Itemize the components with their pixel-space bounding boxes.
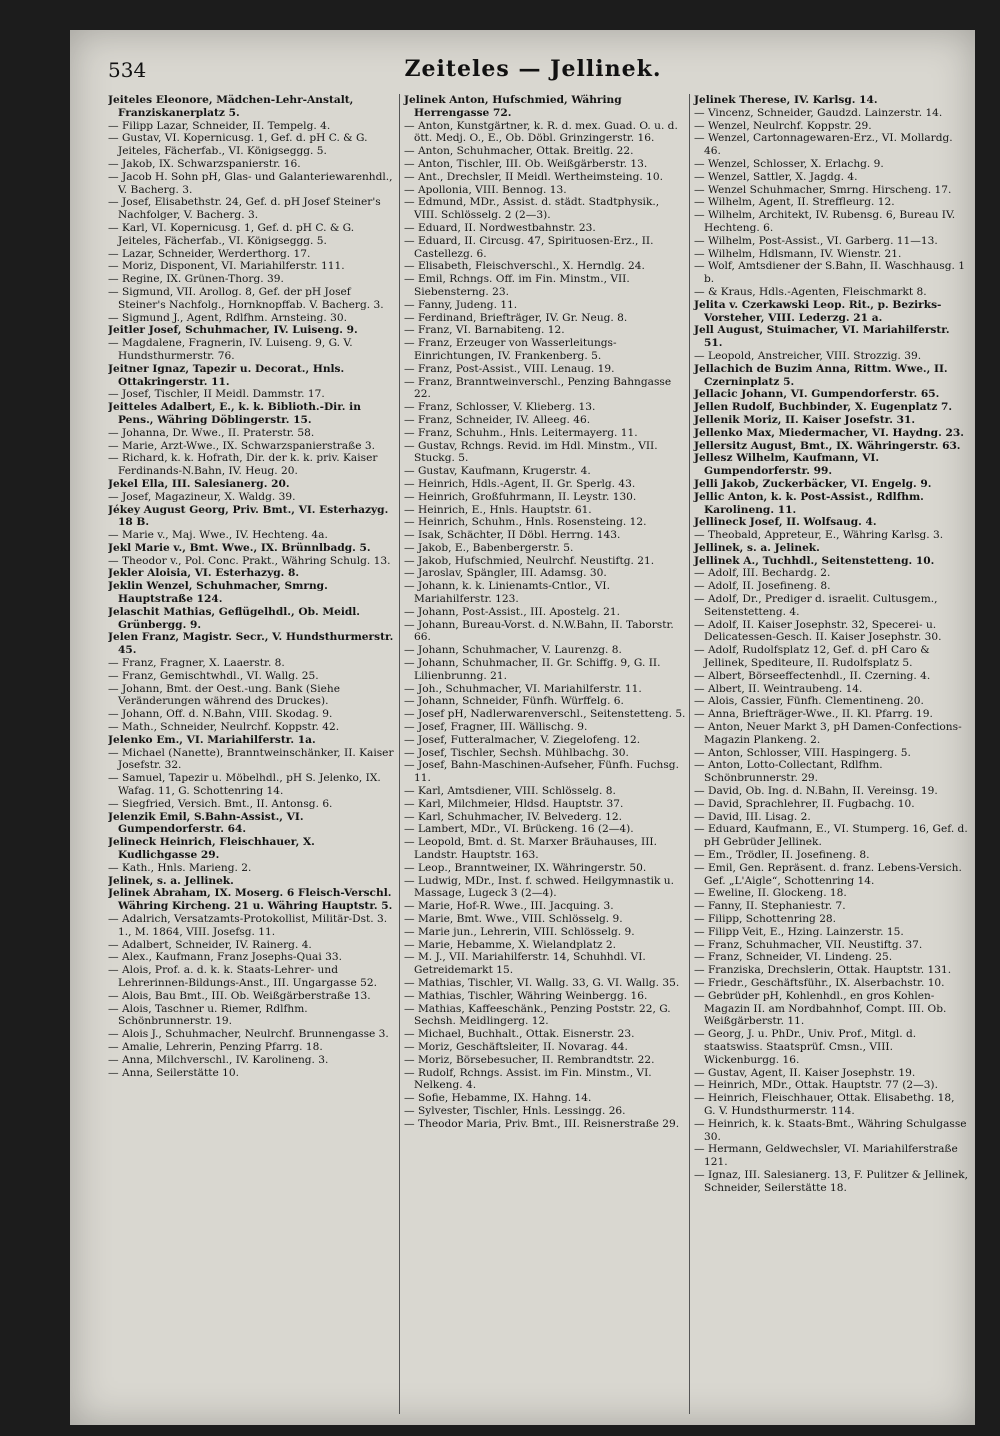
directory-entry: — Jaroslav, Spängler, III. Adamsg. 30. — [404, 567, 607, 580]
directory-entry: — Josef, Futteralmacher, V. Ziegelofeng. 12. — [404, 733, 641, 746]
directory-entry: — Kath., Hnls. Marieng. 2. — [108, 861, 252, 874]
directory-entry: Jelinek Abraham, IX. Moserg. 6 Fleisch-Verschl. Währing Kircheng. 21 u. Währing Hauptstr. 5. — [108, 887, 393, 913]
directory-entry: — Leopold, Anstreicher, VIII. Strozzig. 39. — [694, 349, 922, 362]
directory-entry: — Johann, Bureau-Vorst. d. N.W.Bahn, II. Taborstr. 66. — [404, 618, 674, 644]
directory-entry: — Franz, Schuhmacher, VII. Neustiftg. 37. — [694, 938, 923, 951]
directory-entry: — Josef, Tischler, II Meidl. Dammstr. 17. — [108, 388, 325, 401]
directory-page — [70, 30, 975, 1425]
directory-entry: Jelita v. Czerkawski Leop. Rit., p. Bezirks-Vorsteher, VIII. Lederzg. 21 a. — [694, 298, 942, 324]
directory-entry: — Josef pH, Nadlerwarenverschl., Seitenstetteng. 5. — [404, 708, 686, 721]
directory-entry: Jellic Anton, k. k. Post-Assist., Rdlfhm. Karolineng. 11. — [694, 490, 924, 516]
directory-entry: — Adolf, Rudolfsplatz 12, Gef. d. pH Caro & Jellinek, Spediteure, II. Rudolfsplatz 5. — [694, 644, 930, 670]
directory-entry: — Sigmund J., Agent, Rdlfhm. Arnsteing. 30. — [108, 311, 348, 324]
running-head: Zeiteles — Jellinek. — [404, 56, 662, 82]
directory-entry: — Isak, Schächter, II Döbl. Herrng. 143. — [404, 529, 621, 542]
directory-entry: — Amalie, Lehrerin, Penzing Pfarrg. 18. — [108, 1040, 323, 1053]
directory-entry: Jellachich de Buzim Anna, Rittm. Wwe., II. Czerninplatz 5. — [694, 362, 948, 388]
column-middle — [399, 94, 686, 1414]
directory-entry: — Anna, Seilerstätte 10. — [108, 1066, 239, 1079]
directory-entry: — Lambert, MDr., VI. Brückeng. 16 (2—4). — [404, 823, 634, 836]
directory-entry: — Johann, k. k. Linienamts-Cntlor., VI. Mariahilferstr. 123. — [404, 580, 610, 606]
directory-entry: Jellacic Johann, VI. Gumpendorferstr. 65. — [694, 388, 940, 401]
directory-entry: — Sofie, Hebamme, IX. Hahng. 14. — [404, 1092, 592, 1105]
directory-entry: — Heinrich, Schuhm., Hnls. Rosensteing. 12. — [404, 516, 647, 529]
directory-entry: — Marie, Bmt. Wwe., VIII. Schlösselg. 9. — [404, 913, 623, 925]
directory-entry: — Albert, II. Weintraubeng. 14. — [694, 682, 863, 695]
directory-entry: — Johann, Schneider, Fünfh. Würffelg. 6. — [404, 695, 624, 708]
directory-entry: — Karl, Schuhmacher, IV. Belvederg. 12. — [404, 810, 622, 823]
directory-entry: — Siegfried, Versich. Bmt., II. Antonsg. 6. — [108, 797, 333, 810]
directory-entry: — Gebrüder pH, Kohlenhdl., en gros Kohlen-Magazin II. am Nordbahnhof, Compt. III. Ob. Weißgärberstr. 11. — [694, 989, 947, 1028]
directory-entry: — Josef, Fragner, III. Wällischg. 9. — [404, 721, 588, 734]
directory-entry: — Marie jun., Lehrerin, VIII. Schlösselg. 9. — [404, 925, 635, 938]
directory-entry: — Moriz, Disponent, VI. Mariahilferstr. 111. — [108, 260, 345, 273]
directory-entry: — Marie, Hebamme, X. Wielandplatz 2. — [404, 938, 617, 951]
directory-entry: — Mathias, Tischler, VI. Wallg. 33, G. VI. Wallg. 35. — [404, 976, 680, 989]
directory-entry: — Johann, Bmt. der Oest.-ung. Bank (Siehe Veränderungen während des Druckes). — [108, 682, 341, 708]
directory-entry: Jellesz Wilhelm, Kaufmann, VI. Gumpendorferstr. 99. — [694, 452, 880, 478]
directory-entry: — Heinrich, Fleischhauer, Ottak. Elisabethg. 18, G. V. Hundsthurmerstr. 114. — [694, 1092, 955, 1117]
directory-entry: — Theodor Maria, Priv. Bmt., III. Reisnerstraße 29. — [404, 1117, 680, 1130]
directory-entry: Jell August, Stuimacher, VI. Mariahilferstr. 51. — [694, 324, 950, 350]
directory-entry: Jelaschit Mathias, Geflügelhdl., Ob. Meidl. Grünbergg. 9. — [108, 605, 360, 631]
directory-entry: Jelenko Em., VI. Mariahilferstr. 1a. — [108, 733, 316, 746]
directory-entry: — Alois J., Schuhmacher, Neulrchf. Brunnengasse 3. — [108, 1028, 389, 1041]
directory-entry: — Adolf, III. Bechardg. 2. — [694, 567, 831, 580]
directory-entry: — Alois, Bau Bmt., III. Ob. Weißgärberstraße 13. — [108, 989, 371, 1002]
directory-entry: Jellinek A., Tuchhdl., Seitenstetteng. 10. — [694, 554, 935, 567]
directory-entry: — Leopold, Bmt. d. St. Marxer Bräuhauses, III. Landstr. Hauptstr. 163. — [404, 836, 657, 862]
directory-entry: — Gustav, VI. Kopernicusg. 1, Gef. d. pH C. & G. Jeiteles, Fächerfab., VI. Königseggg. 5. — [108, 132, 368, 158]
directory-entry: — Apollonia, VIII. Bennog. 13. — [404, 183, 567, 196]
directory-entry: — Franz, Schneider, IV. Alleeg. 46. — [404, 413, 591, 426]
directory-entry: — Wilhelm, Hdlsmann, IV. Wienstr. 21. — [694, 247, 902, 260]
directory-entry: — Mathias, Tischler, Währing Weinbergg. 16. — [404, 989, 648, 1002]
directory-entry: — Ignaz, III. Salesianerg. 13, F. Pulitzer & Jellinek, Schneider, Seilerstätte 18. — [694, 1168, 968, 1194]
directory-entry: — Adalrich, Versatzamts-Protokollist, Militär-Dst. 3. 1., M. 1864, VIII. Josefsg. 11. — [108, 913, 388, 938]
directory-entry: Jellineck Josef, II. Wolfsaug. 4. — [694, 516, 877, 529]
directory-entry: Jellinek, s. a. Jelinek. — [694, 541, 820, 554]
directory-entry: — Emil, Rchngs. Off. im Fin. Minstm., VII. Siebensterng. 23. — [404, 273, 630, 298]
directory-entry: — Franz, Schneider, VI. Lindeng. 25. — [694, 951, 893, 964]
directory-entry: — Fanny, Judeng. 11. — [404, 298, 518, 311]
directory-entry: — Gustav, Agent, II. Kaiser Josephstr. 19. — [694, 1066, 916, 1079]
directory-entry: — Josef, Magazineur, X. Waldg. 39. — [108, 490, 296, 503]
directory-entry: — Gustav, Rchngs. Revid. im Hdl. Minstm., VII. Stuckg. 5. — [404, 439, 658, 465]
directory-entry: — Alois, Taschner u. Riemer, Rdlfhm. Schönbrunnerstr. 19. — [108, 1002, 308, 1028]
directory-entry: — Franz, Post-Assist., VIII. Lenaug. 19. — [404, 362, 615, 375]
directory-entry: Jeitler Josef, Schuhmacher, IV. Luiseng. 9. — [108, 324, 358, 337]
directory-entry: — Johanna, Dr. Wwe., II. Praterstr. 58. — [108, 426, 315, 439]
directory-entry: — Vincenz, Schneider, Gaudzd. Lainzerstr. 14. — [694, 106, 943, 119]
directory-entry: — Michael (Nanette), Branntweinschänker, II. Kaiser Josefstr. 32. — [108, 746, 394, 772]
directory-entry: Jelinek Therese, IV. Karlsg. 14. — [694, 94, 878, 106]
directory-entry: — Samuel, Tapezir u. Möbelhdl., pH S. Jelenko, IX. Wafag. 11, G. Schottenring 14. — [108, 772, 381, 798]
directory-entry: — Heinrich, MDr., Ottak. Hauptstr. 77 (2—3). — [694, 1079, 938, 1092]
directory-entry: — Wilhelm, Post-Assist., VI. Garberg. 11—13. — [694, 234, 938, 247]
directory-entry: — Franz, Gemischtwhdl., VI. Wallg. 25. — [108, 669, 319, 682]
directory-entry: — Karl, Amtsdiener, VIII. Schlösselg. 8. — [404, 785, 616, 798]
directory-entry: Jelen Franz, Magistr. Secr., V. Hundsthurmerstr. 45. — [108, 631, 394, 657]
directory-entry: — Wenzel Schuhmacher, Smrng. Hirscheng. 17. — [694, 183, 952, 196]
directory-entry: — Josef, Tischler, Sechsh. Mühlbachg. 30. — [404, 746, 629, 759]
directory-entry: Jeitner Ignaz, Tapezir u. Decorat., Hnls. Ottakringerstr. 11. — [108, 362, 345, 388]
directory-entry: Jeiteles Eleonore, Mädchen-Lehr-Anstalt, Franziskanerplatz 5. — [108, 94, 354, 119]
directory-columns — [108, 94, 968, 1414]
directory-entry: — Jakob, E., Babenbergerstr. 5. — [404, 541, 574, 554]
directory-entry: — Richard, k. k. Hofrath, Dir. der k. k. priv. Kaiser Ferdinands-N.Bahn, IV. Heug. 20. — [108, 452, 378, 478]
directory-entry: — Franz, Erzeuger von Wasserleitungs-Einrichtungen, IV. Frankenberg. 5. — [404, 337, 617, 362]
directory-entry: — Hermann, Geldwechsler, VI. Mariahilferstraße 121. — [694, 1143, 958, 1169]
directory-entry: — Anton, Neuer Markt 3, pH Damen-Confections-Magazin Plankeng. 2. — [694, 721, 962, 746]
directory-entry: — Anton, Kunstgärtner, k. R. d. mex. Guad. O. u. d. ött. Medj. O., E., Ob. Döbl. Grinzingerstr. 16. — [404, 119, 678, 145]
directory-entry: Jellen Rudolf, Buchbinder, X. Eugenplatz 7. — [694, 401, 953, 414]
directory-entry: Jékey August Georg, Priv. Bmt., VI. Esterhazyg. 18 B. — [108, 503, 389, 529]
directory-entry: — Wenzel, Sattler, X. Jagdg. 4. — [694, 170, 858, 183]
directory-entry: — Edmund, MDr., Assist. d. städt. Stadtphysik., VIII. Schlösselg. 2 (2—3). — [404, 196, 660, 222]
directory-entry: — Joh., Schuhmacher, VI. Mariahilferstr. 11. — [404, 682, 642, 695]
directory-entry: — Jacob H. Sohn pH, Glas- und Galanteriewarenhdl., V. Bacherg. 3. — [108, 170, 393, 196]
directory-entry: — Eduard, II. Nordwestbahnstr. 23. — [404, 221, 596, 234]
directory-entry: — Jakob, Hufschmied, Neulrchf. Neustiftg. 21. — [404, 554, 655, 567]
directory-entry: — Franz, Schuhm., Hnls. Leitermayerg. 11. — [404, 426, 638, 439]
directory-entry: — Filipp Veit, E., Hzing. Lainzerstr. 15. — [694, 925, 904, 938]
directory-entry: — Heinrich, Großfuhrmann, II. Leystr. 130. — [404, 490, 637, 503]
page-number: 534 — [108, 58, 147, 82]
directory-entry: Jekl Marie v., Bmt. Wwe., IX. Brünnlbadg. 5. — [108, 541, 371, 554]
directory-entry: — Josef, Bahn-Maschinen-Aufseher, Fünfh. Fuchsg. 11. — [404, 759, 679, 785]
directory-entry: — Anton, Schlosser, VIII. Haspingerg. 5. — [694, 746, 911, 759]
directory-entry: — Eduard, II. Circusg. 47, Spirituosen-Erz., II. Castellezg. 6. — [404, 234, 654, 260]
directory-entry: — Karl, Milchmeier, Hldsd. Hauptstr. 37. — [404, 797, 624, 810]
directory-entry: — Anton, Tischler, III. Ob. Weißgärberstr. 13. — [404, 157, 648, 170]
directory-entry: — Anna, Briefträger-Wwe., II. Kl. Pfarrg. 19. — [694, 708, 933, 721]
directory-entry: — David, III. Lisag. 2. — [694, 810, 811, 823]
directory-entry: — Filipp Lazar, Schneider, II. Tempelg. 4. — [108, 119, 331, 132]
directory-entry: — Johann, Post-Assist., III. Apostelg. 21. — [404, 605, 620, 618]
directory-entry: Jelli Jakob, Zuckerbäcker, VI. Engelg. 9. — [694, 477, 932, 490]
directory-entry: — Adolf, Dr., Prediger d. israelit. Cultusgem., Seitenstetteng. 4. — [694, 593, 938, 618]
directory-entry: — Heinrich, Hdls.-Agent, II. Gr. Sperlg. 43. — [404, 477, 636, 490]
directory-entry: — Theobald, Appreteur, E., Währing Karlsg. 3. — [694, 529, 944, 542]
directory-entry: — Sigmund, VII. Arollog. 8, Gef. der pH Josef Steiner's Nachfolg., Hornknopffab. V. Bacherg. 3. — [108, 285, 384, 311]
directory-entry: — Theodor v., Pol. Conc. Prakt., Währing Schulg. 13. — [108, 554, 391, 567]
directory-entry: — Elisabeth, Fleischverschl., X. Herndlg. 24. — [404, 260, 645, 273]
directory-entry: — Franziska, Drechslerin, Ottak. Hauptstr. 131. — [694, 964, 952, 977]
directory-entry: — Lazar, Schneider, Werderthorg. 17. — [108, 247, 311, 260]
directory-entry: — Franz, Branntweinverschl., Penzing Bahngasse 22. — [404, 375, 672, 401]
directory-entry: — Josef, Elisabethstr. 24, Gef. d. pH Josef Steiner's Nachfolger, V. Bacherg. 3. — [108, 196, 381, 222]
directory-entry: — Marie, Hof-R. Wwe., III. Jacquing. 3. — [404, 900, 614, 913]
directory-entry: — Rudolf, Rchngs. Assist. im Fin. Minstm., VI. Nelkeng. 4. — [404, 1066, 652, 1092]
directory-entry: — Leop., Branntweiner, IX. Währingerstr. 50. — [404, 861, 647, 874]
directory-entry: — Albert, Börseeffectenhdl., II. Czerning. 4. — [694, 669, 931, 682]
directory-entry: — Moriz, Börsebesucher, II. Rembrandtstr. 22. — [404, 1053, 655, 1066]
directory-entry: Jelineck Heinrich, Fleischhauer, X. Kudlichgasse 29. — [108, 836, 315, 862]
directory-entry: — Johann, Schuhmacher, V. Laurenzg. 8. — [404, 644, 622, 657]
directory-entry: — Wenzel, Neulrchf. Koppstr. 29. — [694, 119, 872, 132]
directory-entry: — Johann, Off. d. N.Bahn, VIII. Skodag. 9. — [108, 708, 333, 721]
directory-entry: — Ant., Drechsler, II Meidl. Wertheimsteing. 10. — [404, 170, 663, 183]
directory-entry: — Ludwig, MDr., Inst. f. schwed. Heilgymnastik u. Massage, Lugeck 3 (2—4). — [404, 874, 674, 900]
directory-entry: — Wolf, Amtsdiener der S.Bahn, II. Waschhausg. 1 b. — [694, 260, 965, 286]
page-header — [108, 54, 958, 94]
directory-entry: — Mathias, Kaffeeschänk., Penzing Poststr. 22, G. Sechsh. Meidlingerg. 12. — [404, 1002, 671, 1028]
column-left — [108, 94, 394, 1414]
directory-entry: — Jakob, IX. Schwarzspanierstr. 16. — [108, 157, 301, 170]
directory-entry: Jeitteles Adalbert, E., k. k. Biblioth.-Dir. in Pens., Währing Döblingerstr. 15. — [108, 401, 361, 426]
directory-entry: — Emil, Gen. Repräsent. d. franz. Lebens-Versich. Gef. „L'Aigle“, Schottenring 14. — [694, 861, 962, 887]
directory-entry: — Alois, Cassier, Fünfh. Clementineng. 20. — [694, 695, 924, 708]
directory-entry: — Franz, Fragner, X. Laaerstr. 8. — [108, 657, 285, 670]
directory-entry: — Franz, Schlosser, V. Klieberg. 13. — [404, 401, 596, 414]
directory-entry: — Wilhelm, Agent, II. Streffleurg. 12. — [694, 196, 895, 209]
directory-entry: Jellenik Moriz, II. Kaiser Josefstr. 31. — [694, 413, 916, 426]
directory-entry: — Wilhelm, Architekt, IV. Rubensg. 6, Bureau IV. Hechteng. 6. — [694, 209, 956, 234]
directory-entry: — Franz, VI. Barnabiteng. 12. — [404, 324, 565, 337]
directory-entry: — Adalbert, Schneider, IV. Rainerg. 4. — [108, 938, 312, 951]
directory-entry: — Anna, Milchverschl., IV. Karolineng. 3. — [108, 1053, 329, 1066]
directory-entry: — Em., Trödler, II. Josefineng. 8. — [694, 849, 870, 862]
directory-entry: — Alois, Prof. a. d. k. k. Staats-Lehrer- und Lehrerinnen-Bildungs-Anst., III. Ungargasse 52. — [108, 964, 377, 989]
directory-entry: — Georg, J. u. PhDr., Univ. Prof., Mitgl. d. staatswiss. Staatsprüf. Cmsn., VIII. Wickenburgg. 16. — [694, 1028, 917, 1066]
directory-entry: — M. J., VII. Mariahilferstr. 14, Schuhhdl. VI. Getreidemarkt 15. — [404, 951, 646, 977]
directory-entry: — Marie v., Maj. Wwe., IV. Hechteng. 4a. — [108, 529, 328, 542]
directory-entry: — Gustav, Kaufmann, Krugerstr. 4. — [404, 465, 591, 478]
directory-entry: Jellersitz August, Bmt., IX. Währingerstr. 63. — [694, 439, 961, 452]
directory-entry: Jekel Ella, III. Salesianerg. 20. — [108, 477, 290, 490]
directory-entry: — Friedr., Geschäftsführ., IX. Alserbachstr. 10. — [694, 976, 945, 989]
column-right — [689, 94, 969, 1414]
directory-entry: — Eweline, II. Glockeng. 18. — [694, 887, 847, 900]
directory-entry: — Wenzel, Cartonnagewaren-Erz., VI. Mollardg. 46. — [694, 132, 953, 158]
directory-entry: Jelenzik Emil, S.Bahn-Assist., VI. Gumpendorferstr. 64. — [108, 810, 304, 836]
directory-entry: — Johann, Schuhmacher, II. Gr. Schiffg. 9, G. II. Lilienbrunng. 21. — [404, 657, 661, 682]
directory-entry: — Magdalene, Fragnerin, IV. Luiseng. 9, G. V. Hundsthurmerstr. 76. — [108, 337, 353, 362]
directory-entry: Jellenko Max, Miedermacher, VI. Haydng. 23. — [694, 426, 964, 439]
directory-entry: — Fanny, II. Stephaniestr. 7. — [694, 900, 846, 913]
directory-entry: — Heinrich, k. k. Staats-Bmt., Währing Schulgasse 30. — [694, 1117, 967, 1143]
directory-entry: — Math., Schneider, Neulrchf. Koppstr. 42. — [108, 721, 340, 734]
directory-entry: — Karl, VI. Kopernicusg. 1, Gef. d. pH C. & G. Jeiteles, Fächerfab., VI. Königseggg. 5. — [108, 221, 355, 247]
directory-entry: — Regine, IX. Grünen-Thorg. 39. — [108, 273, 284, 286]
directory-entry: — Ferdinand, Briefträger, IV. Gr. Neug. 8. — [404, 311, 628, 324]
directory-entry: — Alex., Kaufmann, Franz Josephs-Quai 33. — [108, 951, 342, 964]
directory-entry: — Wenzel, Schlosser, X. Erlachg. 9. — [694, 157, 884, 170]
directory-entry: Jelinek, s. a. Jellinek. — [108, 874, 234, 887]
directory-entry: — Heinrich, E., Hnls. Hauptstr. 61. — [404, 503, 592, 516]
directory-entry: — David, Sprachlehrer, II. Fugbachg. 10. — [694, 797, 915, 810]
directory-entry: Jelinek Anton, Hufschmied, Währing Herrengasse 72. — [404, 94, 622, 119]
directory-entry: — Anton, Lotto-Collectant, Rdlfhm. Schönbrunnerstr. 29. — [694, 759, 883, 785]
directory-entry: — Adolf, II. Kaiser Josephstr. 32, Specerei- u. Delicatessen-Gesch. II. Kaiser Josephstr. 30. — [694, 618, 942, 644]
directory-entry: — & Kraus, Hdls.-Agenten, Fleischmarkt 8. — [694, 285, 927, 298]
directory-entry: — Eduard, Kaufmann, E., VI. Stumperg. 16, Gef. d. pH Gebrüder Jellinek. — [694, 823, 968, 849]
directory-entry: — Adolf, II. Josefineng. 8. — [694, 580, 831, 593]
directory-entry: — David, Ob. Ing. d. N.Bahn, II. Vereinsg. 19. — [694, 785, 938, 798]
directory-entry: — Anton, Schuhmacher, Ottak. Breitlg. 22. — [404, 145, 634, 158]
directory-entry: — Moriz, Geschäftsleiter, II. Novarag. 44. — [404, 1040, 628, 1053]
directory-entry: — Sylvester, Tischler, Hnls. Lessingg. 26. — [404, 1104, 626, 1117]
directory-entry: — Filipp, Schottenring 28. — [694, 913, 837, 925]
directory-entry: — Michael, Buchhalt., Ottak. Eisnerstr. 23. — [404, 1028, 635, 1041]
directory-entry: Jekler Aloisia, VI. Esterhazyg. 8. — [108, 567, 300, 580]
directory-entry: — Marie, Arzt-Wwe., IX. Schwarzspanierstraße 3. — [108, 439, 375, 452]
directory-entry: Jeklin Wenzel, Schuhmacher, Smrng. Hauptstraße 124. — [108, 580, 328, 606]
